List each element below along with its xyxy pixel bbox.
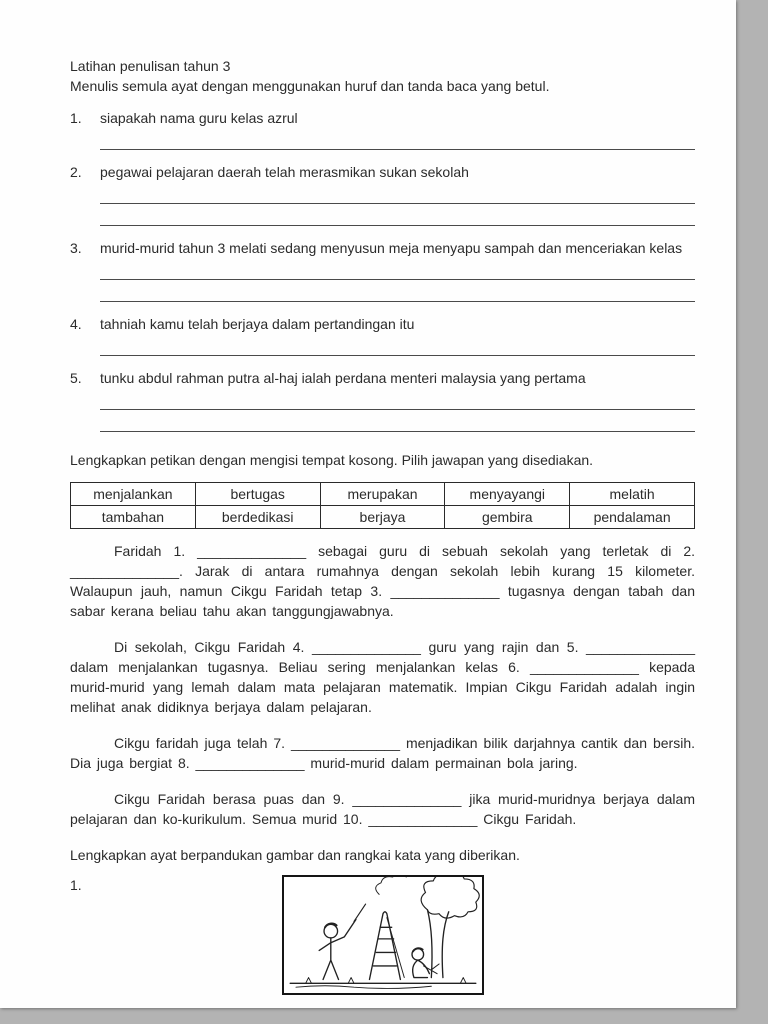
word-bank-row <box>71 483 695 506</box>
answer-line <box>100 128 695 150</box>
word-bank-cell: pendalaman <box>570 506 695 529</box>
item-number: 3. <box>70 240 82 256</box>
worksheet-title: Latihan penulisan tahun 3 <box>70 58 231 74</box>
word-bank-cell: menjalankan <box>71 483 196 506</box>
answer-line <box>100 258 695 280</box>
word-bank-cell: gembira <box>445 506 570 529</box>
item-number: 2. <box>70 164 82 180</box>
word-bank-cell: bertugas <box>195 483 320 506</box>
picture-instruction: Lengkapkan ayat berpandukan gambar dan rangkai kata yang diberikan. <box>70 847 520 863</box>
item-text: pegawai pelajaran daerah telah merasmikan sukan sekolah <box>100 164 469 180</box>
cloze-paragraph: Cikgu Faridah berasa puas dan 9. ______________ jika murid-muridnya berjaya dalam pelajaran dan ko-kurikulum. Semua murid 10. ______________ Cikgu Faridah. <box>70 791 695 827</box>
rewrite-item <box>70 238 695 302</box>
answer-line <box>100 280 695 302</box>
worksheet-subtitle: Menulis semula ayat dengan menggunakan huruf dan tanda baca yang betul. <box>70 78 550 94</box>
children-cleaning-illustration-drawing <box>284 877 482 993</box>
item-number: 4. <box>70 316 82 332</box>
word-bank-cell: tambahan <box>71 506 196 529</box>
answer-line <box>100 182 695 204</box>
word-bank-cell: berjaya <box>320 506 445 529</box>
word-bank-row <box>71 506 695 529</box>
word-bank-table <box>70 482 695 529</box>
answer-line <box>100 410 695 432</box>
item-text: siapakah nama guru kelas azrul <box>100 110 298 126</box>
cloze-instruction: Lengkapkan petikan dengan mengisi tempat kosong. Pilih jawapan yang disediakan. <box>70 452 594 468</box>
word-bank-cell: merupakan <box>320 483 445 506</box>
answer-line <box>100 204 695 226</box>
cloze-paragraph: Di sekolah, Cikgu Faridah 4. ______________ guru yang rajin dan 5. ______________ dalam menjalankan tugasnya. Beliau sering menjalankan kelas 6. ______________ kepada murid-murid yang lemah dalam mata pelajaran matematik. Impian Cikgu Faridah adalah ingin melihat anak didiknya berjaya dalam pelajaran. <box>70 639 695 715</box>
answer-line <box>100 388 695 410</box>
item-number: 5. <box>70 370 82 386</box>
item-text: murid-murid tahun 3 melati sedang menyusun meja menyapu sampah dan menceriakan kelas <box>100 240 683 256</box>
children-cleaning-illustration <box>282 875 484 995</box>
cloze-paragraph: Cikgu faridah juga telah 7. ______________ menjadikan bilik darjahnya cantik dan bersih. Dia juga bergiat 8. ______________ murid-murid dalam permainan bola jaring. <box>70 735 695 771</box>
cloze-paragraph: Faridah 1. ______________ sebagai guru di sebuah sekolah yang terletak di 2. ______________. Jarak di antara rumahnya dengan sekolah lebih kurang 15 kilometer. Walaupun jauh, namun Cikgu Faridah tetap 3. ______________ tugasnya dengan tabah dan sabar kerana beliau tahu akan tanggungjawabnya. <box>70 543 695 619</box>
rewrite-item <box>70 368 695 432</box>
item-text: tahniah kamu telah berjaya dalam pertandingan itu <box>100 316 415 332</box>
picture-item <box>70 875 695 999</box>
word-bank-cell: melatih <box>570 483 695 506</box>
item-number: 1. <box>70 110 82 126</box>
picture-item-number: 1. <box>70 877 82 893</box>
word-bank-cell: berdedikasi <box>195 506 320 529</box>
rewrite-item <box>70 162 695 226</box>
item-text: tunku abdul rahman putra al-haj ialah perdana menteri malaysia yang pertama <box>100 370 586 386</box>
cloze-exercise <box>70 450 695 829</box>
rewrite-item <box>70 314 695 356</box>
rewrite-item <box>70 108 695 150</box>
picture-exercise <box>70 845 695 999</box>
rewrite-exercise <box>70 108 695 432</box>
word-bank-cell: menyayangi <box>445 483 570 506</box>
answer-line <box>100 334 695 356</box>
